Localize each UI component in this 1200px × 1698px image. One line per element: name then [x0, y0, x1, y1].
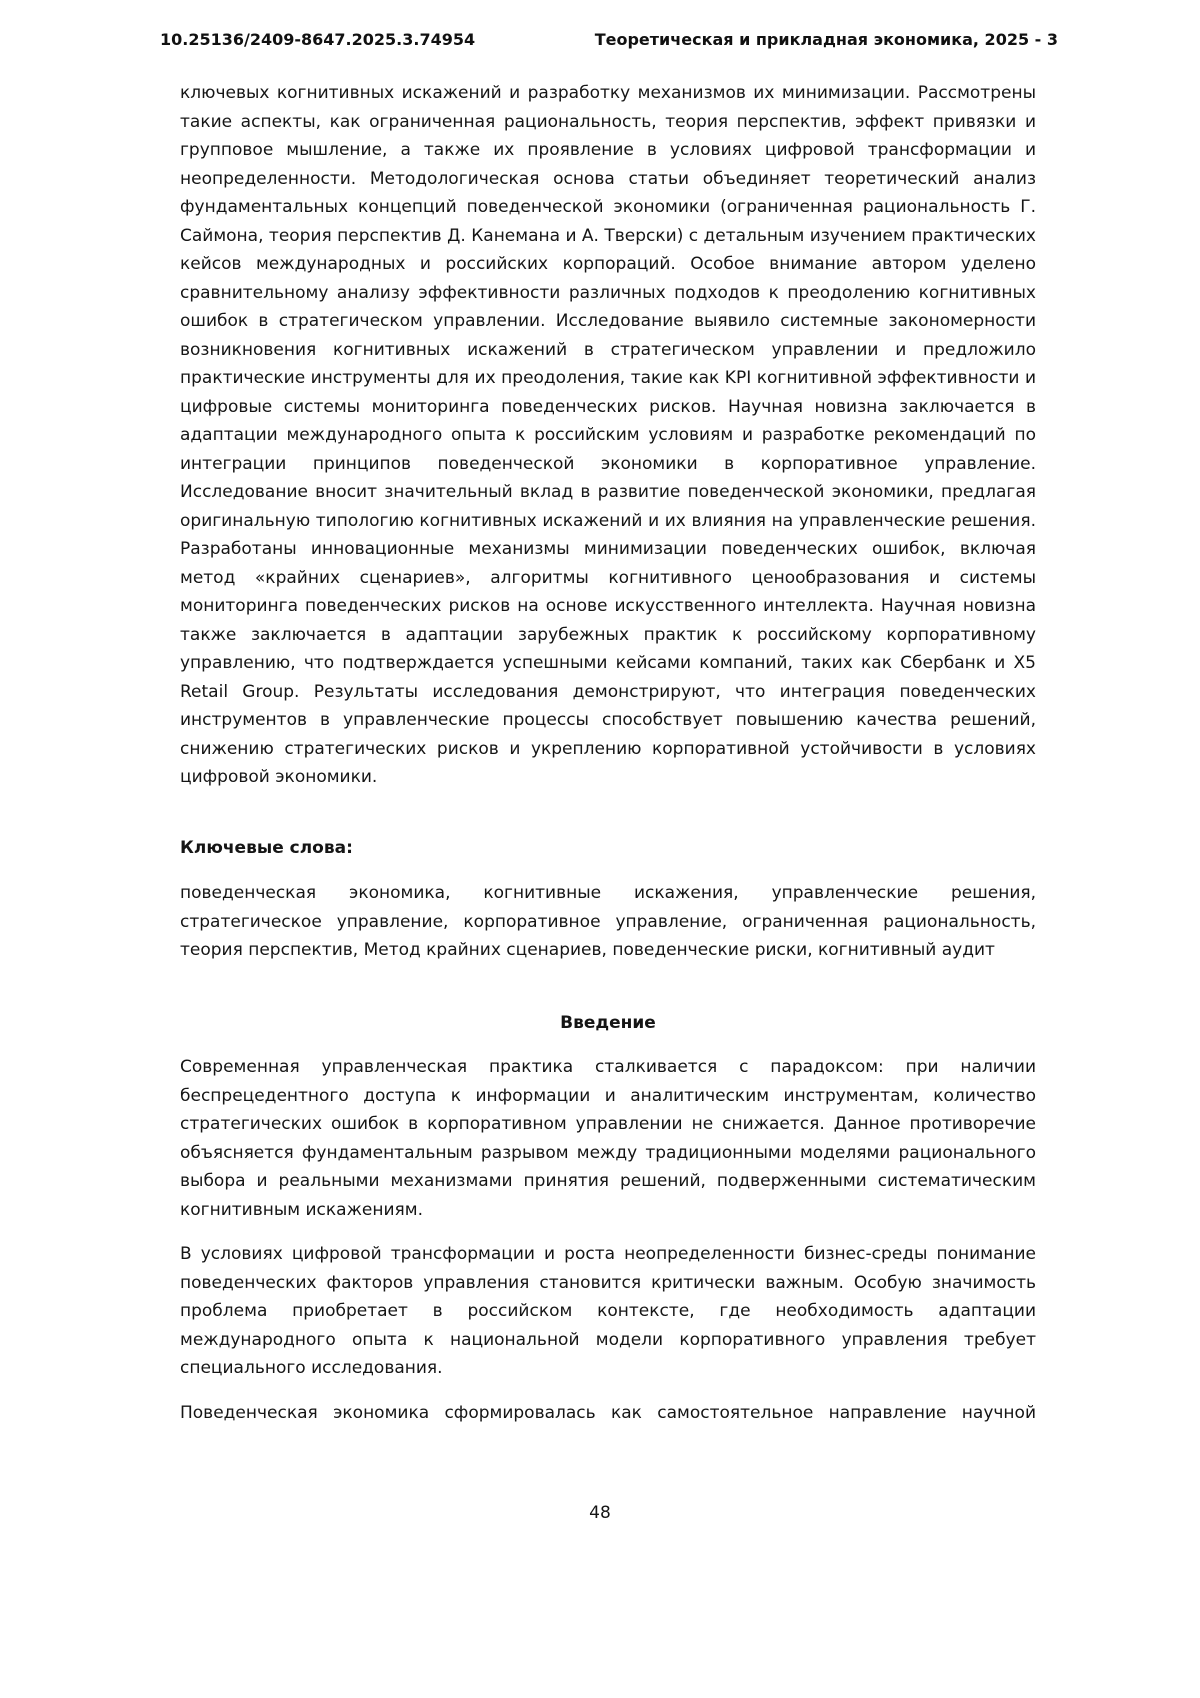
- page-header: [160, 30, 1058, 49]
- page-number: 48: [589, 1503, 611, 1523]
- page-footer: [0, 1503, 1200, 1523]
- intro-paragraph-2: В условиях цифровой трансформации и роста неопределенности бизнес-среды понимание поведенческих факторов управления становится критически важным. Особую значимость проблема приобретает в российском контексте, где необходимость адаптации международного опыта к национальной модели корпоративного управления требует специального исследования.: [180, 1244, 1036, 1378]
- intro-paragraph-3: Поведенческая экономика сформировалась как самостоятельное направление научной: [180, 1402, 1036, 1423]
- introduction-heading: Введение: [560, 1012, 656, 1033]
- abstract-text: ключевых когнитивных искажений и разработку механизмов их минимизации. Рассмотрены такие аспекты, как ограниченная рациональность, теория перспектив, эффект привязки и групповое мышление, а также их проявление в условиях цифровой трансформации и неопределенности. Методологическая основа статьи объединяет теоретический анализ фундаментальных концепций поведенческой экономики (ограниченная рациональность Г. Саймона, теория перспектив Д. Канемана и А. Тверски) с детальным изучением практических кейсов международных и российских корпораций. Особое внимание автором уделено сравнительному анализу эффективности различных подходов к преодолению когнитивных ошибок в стратегическом управлении. Исследование выявило системные закономерности возникновения когнитивных искажений в стратегическом управлении и предложило практические инструменты для их преодоления, такие как KPI когнитивной эффективности и цифровые системы мониторинга поведенческих рисков. Научная новизна заключается в адаптации международного опыта к российским условиям и разработке рекомендаций по интеграции принципов поведенческой экономики в корпоративное управление. Исследование вносит значительный вклад в развитие поведенческой экономики, предлагая оригинальную типологию когнитивных искажений и их влияния на управленческие решения. Разработаны инновационные механизмы минимизации поведенческих ошибок, включая метод «крайних сценариев», алгоритмы когнитивного ценообразования и системы мониторинга поведенческих рисков на основе искусственного интеллекта. Научная новизна также заключается в адаптации зарубежных практик к российскому корпоративному управлению, что подтверждается успешными кейсами компаний, таких как Сбербанк и X5 Retail Group. Результаты исследования демонстрируют, что интеграция поведенческих инструментов в управленческие процессы способствует повышению качества решений, снижению стратегических рисков и укреплению корпоративной устойчивости в условиях цифровой экономики.: [180, 83, 1036, 787]
- keywords-text: поведенческая экономика, когнитивные искажения, управленческие решения, стратегическое управление, корпоративное управление, ограниченная рациональность, теория перспектив, Метод крайних сценариев, поведенческие риски, когнитивный аудит: [180, 883, 1036, 960]
- journal-title: Теоретическая и прикладная экономика, 2025 - 3: [594, 30, 1058, 49]
- page-content: [180, 79, 1036, 1427]
- doi-text: 10.25136/2409-8647.2025.3.74954: [160, 30, 476, 49]
- intro-paragraph-1: Современная управленческая практика сталкивается с парадоксом: при наличии беспрецедентного доступа к информации и аналитическим инструментам, количество стратегических ошибок в корпоративном управлении не снижается. Данное противоречие объясняется фундаментальным разрывом между традиционными моделями рационального выбора и реальными механизмами принятия решений, подверженными систематическим когнитивным искажениям.: [180, 1057, 1036, 1220]
- keywords-heading: Ключевые слова:: [180, 837, 353, 858]
